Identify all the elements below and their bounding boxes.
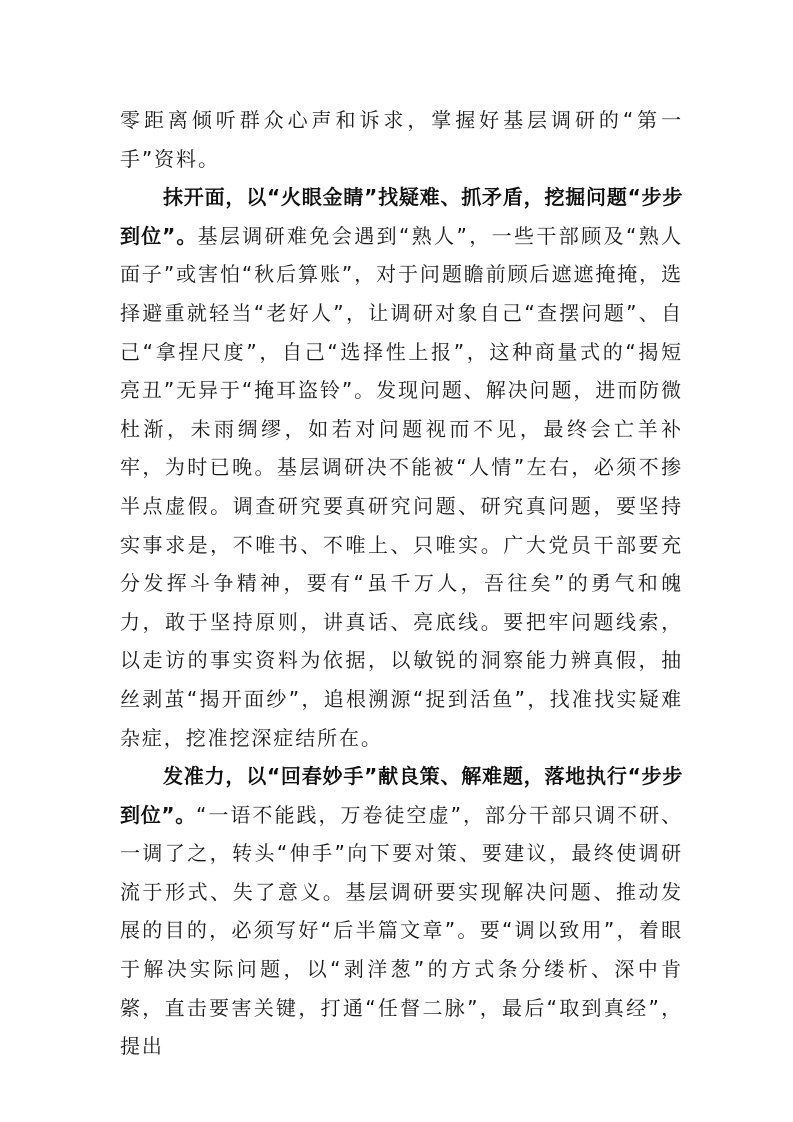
paragraph-heading: 发准力，以“回春妙手”献良策、解难题，落地执行“步步到位”。 [120,764,683,827]
paragraph-text: 基层调研难免会遇到“熟人”，一些干部顾及“熟人面子”或害怕“秋后算账”，对于问题瞻前顾后遮遮掩掩，选择避重就轻当“老好人”，让调研对象自己“查摆问题”、自己“拿捏尺度”，自己“选择性上报”，这种商量式的“揭短亮丑”无异于“掩耳盗铃”。发现问题、解决问题，进而防微杜渐，未雨绸缪，如若对问题视而不见，最终会亡羊补牢，为时已晚。基层调研决不能被“人情”左右，必须不掺半点虚假。调查研究要真研究问题、研究真问题，要坚持实事求是，不唯书、不唯上、只唯实。广大党员干部要充分发挥斗争精神，要有“虽千万人，吾往矣”的勇气和魄力，敢于坚持原则，讲真话、亮底线。要把牢问题线索，以走访的事实资料为依据，以敏锐的洞察能力辨真假，抽丝剥茧“揭开面纱”，追根溯源“捉到活鱼”，找准找实疑难杂症，挖准挖深症结所在。 [120,223,683,750]
paragraph-text: 零距离倾听群众心声和诉求，掌握好基层调研的“第一手”资料。 [120,108,683,171]
paragraph-solve-problems [120,757,683,1066]
paragraph-heading: 抹开面，以“火眼金睛”找疑难、抓矛盾，挖掘问题“步步到位”。 [120,185,683,248]
document-page [120,101,683,1066]
paragraph-investigate-problems [120,178,683,757]
paragraph-continuation [120,101,683,178]
paragraph-text: “一语不能践，万卷徒空虚”，部分干部只调不研、一调了之，转头“伸手”向下要对策、要建议，最终使调研流于形式、失了意义。基层调研要实现解决问题、推动发展的目的，必须写好“后半篇文章”。要“调以致用”，着眼于解决实际问题，以“剥洋葱”的方式条分缕析、深中肯綮，直击要害关键，打通“任督二脉”，最后“取到真经”，提出 [120,802,683,1059]
